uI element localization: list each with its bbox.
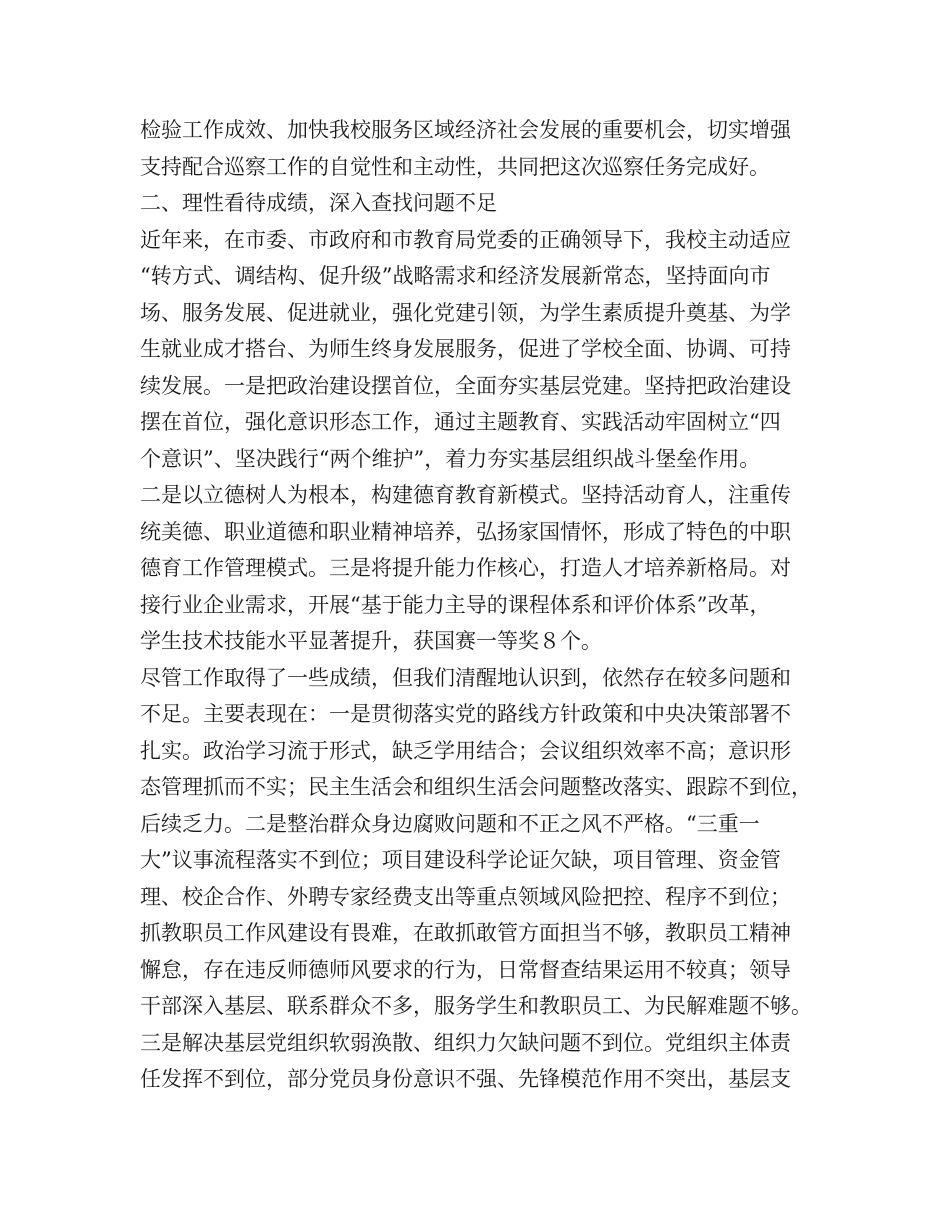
text-line: 二是以立德树人为根本，构建德育教育新模式。坚持活动育人，注重传 (140, 483, 791, 507)
text-line: 抓教职员工作风建设有畏难，在敢抓敢管方面担当不够，教职员工精神 (140, 921, 791, 945)
text-line: 大”议事流程落实不到位；项目建设科学论证欠缺，项目管理、资金管 (140, 848, 781, 872)
text-line: 三是解决基层党组织软弱涣散、组织力欠缺问题不到位。党组织主体责 (140, 1030, 791, 1055)
text-line: 扎实。政治学习流于形式，缺乏学用结合；会议组织效率不高；意识形 (140, 738, 791, 763)
text-line: 统美德、职业道德和职业精神培养，弘扬家国情怀，形成了特色的中职 (140, 519, 791, 544)
text-line: 场、服务发展、促进就业，强化党建引领，为学生素质提升奠基、为学 (140, 300, 791, 325)
text-line: 摆在首位，强化意识形态工作，通过主题教育、实践活动牢固树立“四 (140, 410, 781, 434)
text-line: 任发挥不到位，部分党员身份意识不强、先锋模范作用不突出，基层支 (140, 1067, 791, 1091)
text-line: 生就业成才搭台、为师生终身发展服务，促进了学校全面、协调、可持 (140, 337, 791, 361)
text-line: “转方式、调结构、促升级”战略需求和经济发展新常态，坚持面向市 (140, 264, 771, 288)
text-line: 态管理抓而不实；民主生活会和组织生活会问题整改落实、跟踪不到位， (140, 775, 812, 799)
text-line: 尽管工作取得了一些成绩，但我们清醒地认识到，依然存在较多问题和 (140, 665, 791, 690)
text-line: 个意识”、坚决践行“两个维护”，着力夯实基层组织战斗堡垒作用。 (140, 446, 761, 471)
text-line: 理、校企合作、外聘专家经费支出等重点领域风险把控、程序不到位； (140, 884, 791, 909)
text-line: 懈怠，存在违反师德师风要求的行为，日常督查结果运用不较真；领导 (140, 957, 791, 982)
text-line: 德育工作管理模式。三是将提升能力作核心，打造人才培养新格局。对 (140, 556, 791, 580)
text-line: 学生技术技能水平显著提升，获国赛一等奖８个。 (140, 629, 602, 653)
text-line: 后续乏力。二是整治群众身边腐败问题和不正之风不严格。“三重一 (140, 811, 760, 836)
text-line: 不足。主要表现在：一是贯彻落实党的路线方针政策和中央决策部署不 (140, 702, 791, 726)
text-line: 接行业企业需求，开展“基于能力主导的课程体系和评价体系”改革， (140, 592, 771, 617)
section-heading: 二、理性看待成绩，深入查找问题不足 (140, 191, 497, 215)
text-line: 干部深入基层、联系群众不多，服务学生和教职员工、为民解难题不够。 (140, 994, 812, 1018)
text-line: 检验工作成效、加快我校服务区域经济社会发展的重要机会，切实增强 (140, 118, 791, 142)
text-line: 支持配合巡察工作的自觉性和主动性，共同把这次巡察任务完成好。 (140, 154, 770, 179)
body-text (140, 112, 840, 1098)
text-line: 近年来，在市委、市政府和市教育局党委的正确领导下，我校主动适应 (140, 227, 791, 252)
text-line: 续发展。一是把政治建设摆首位，全面夯实基层党建。坚持把政治建设 (140, 373, 791, 398)
